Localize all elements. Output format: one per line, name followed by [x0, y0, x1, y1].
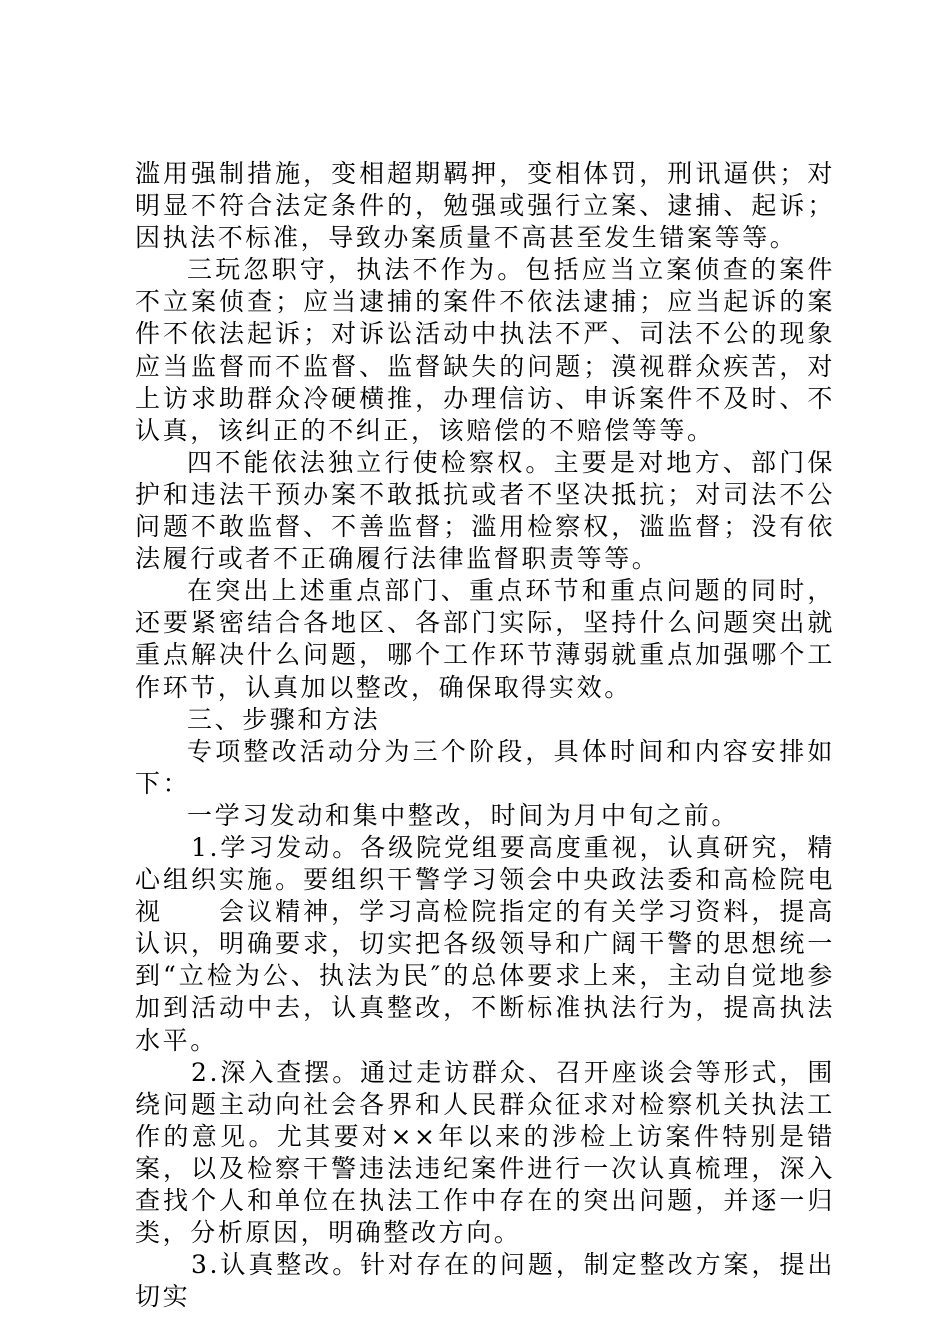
paragraph-focus-rectification: 在突出上述重点部门、重点环节和重点问题的同时，还要紧密结合各地区、各部门实际，坚持什么问题突出就重点解决什么问题，哪个工作环节薄弱就重点加强哪个工作环节，认真加以整改，确保取得实效。 — [135, 576, 835, 702]
paragraph-stage-one: 一学习发动和集中整改，时间为月中旬之前。 — [187, 800, 740, 830]
paragraph-item-3-rectify: 3.认真整改。针对存在的问题，制定整改方案，提出切实 — [135, 1250, 835, 1312]
paragraph-dereliction-of-duty: 三玩忽职守，执法不作为。包括应当立案侦查的案件不立案侦查；应当逮捕的案件不依法逮捕；应当起诉的案件不依法起诉；对诉讼活动中执法不严、司法不公的现象应当监督而不监督、监督缺失的问题；漠视群众疾苦，对上访求助群众冷硬横推，办理信访、申诉案件不及时、不认真，该纠正的不纠正，该赔偿的不赔偿等等。 — [135, 255, 835, 445]
paragraph-independent-procuratorial-power: 四不能依法独立行使检察权。主要是对地方、部门保护和违法干预办案不敢抵抗或者不坚决抵抗；对司法不公问题不敢监督、不善监督；滥用检察权，滥监督；没有依法履行或者不正确履行法律监督职责等等。 — [135, 447, 835, 574]
document-page — [135, 158, 835, 1313]
paragraph-three-stages: 专项整改活动分为三个阶段，具体时间和内容安排如下： — [135, 736, 835, 798]
paragraph-abuse-of-measures: 滥用强制措施，变相超期羁押，变相体罚，刑讯逼供；对明显不符合法定条件的，勉强或强行立案、逮捕、起诉；因执法不标准，导致办案质量不高甚至发生错案等等。 — [135, 159, 835, 253]
paragraph-item-1-study: 1.学习发动。各级院党组要高度重视，认真研究，精心组织实施。要组织干警学习领会中央政法委和高检院电视 会议精神，学习高检院指定的有关学习资料，提高认识，明确要求，切实把各级领导和广阔干警的思想统一到“立检为公、执法为民″的总体要求上来，主动自觉地参加到活动中去，认真整改，不断标准执法行为，提高执法水平。 — [135, 832, 835, 1055]
paragraph-item-2-investigate: 2.深入查摆。通过走访群众、召开座谈会等形式，围绕问题主动向社会各界和人民群众征求对检察机关执法工作的意见。尤其要对××年以来的涉检上访案件特别是错案，以及检察干警违法违纪案件进行一次认真梳理，深入查找个人和单位在执法工作中存在的突出问题，并逐一归类，分析原因，明确整改方向。 — [135, 1057, 835, 1248]
section-heading-steps-and-methods: 三、步骤和方法 — [187, 704, 381, 734]
